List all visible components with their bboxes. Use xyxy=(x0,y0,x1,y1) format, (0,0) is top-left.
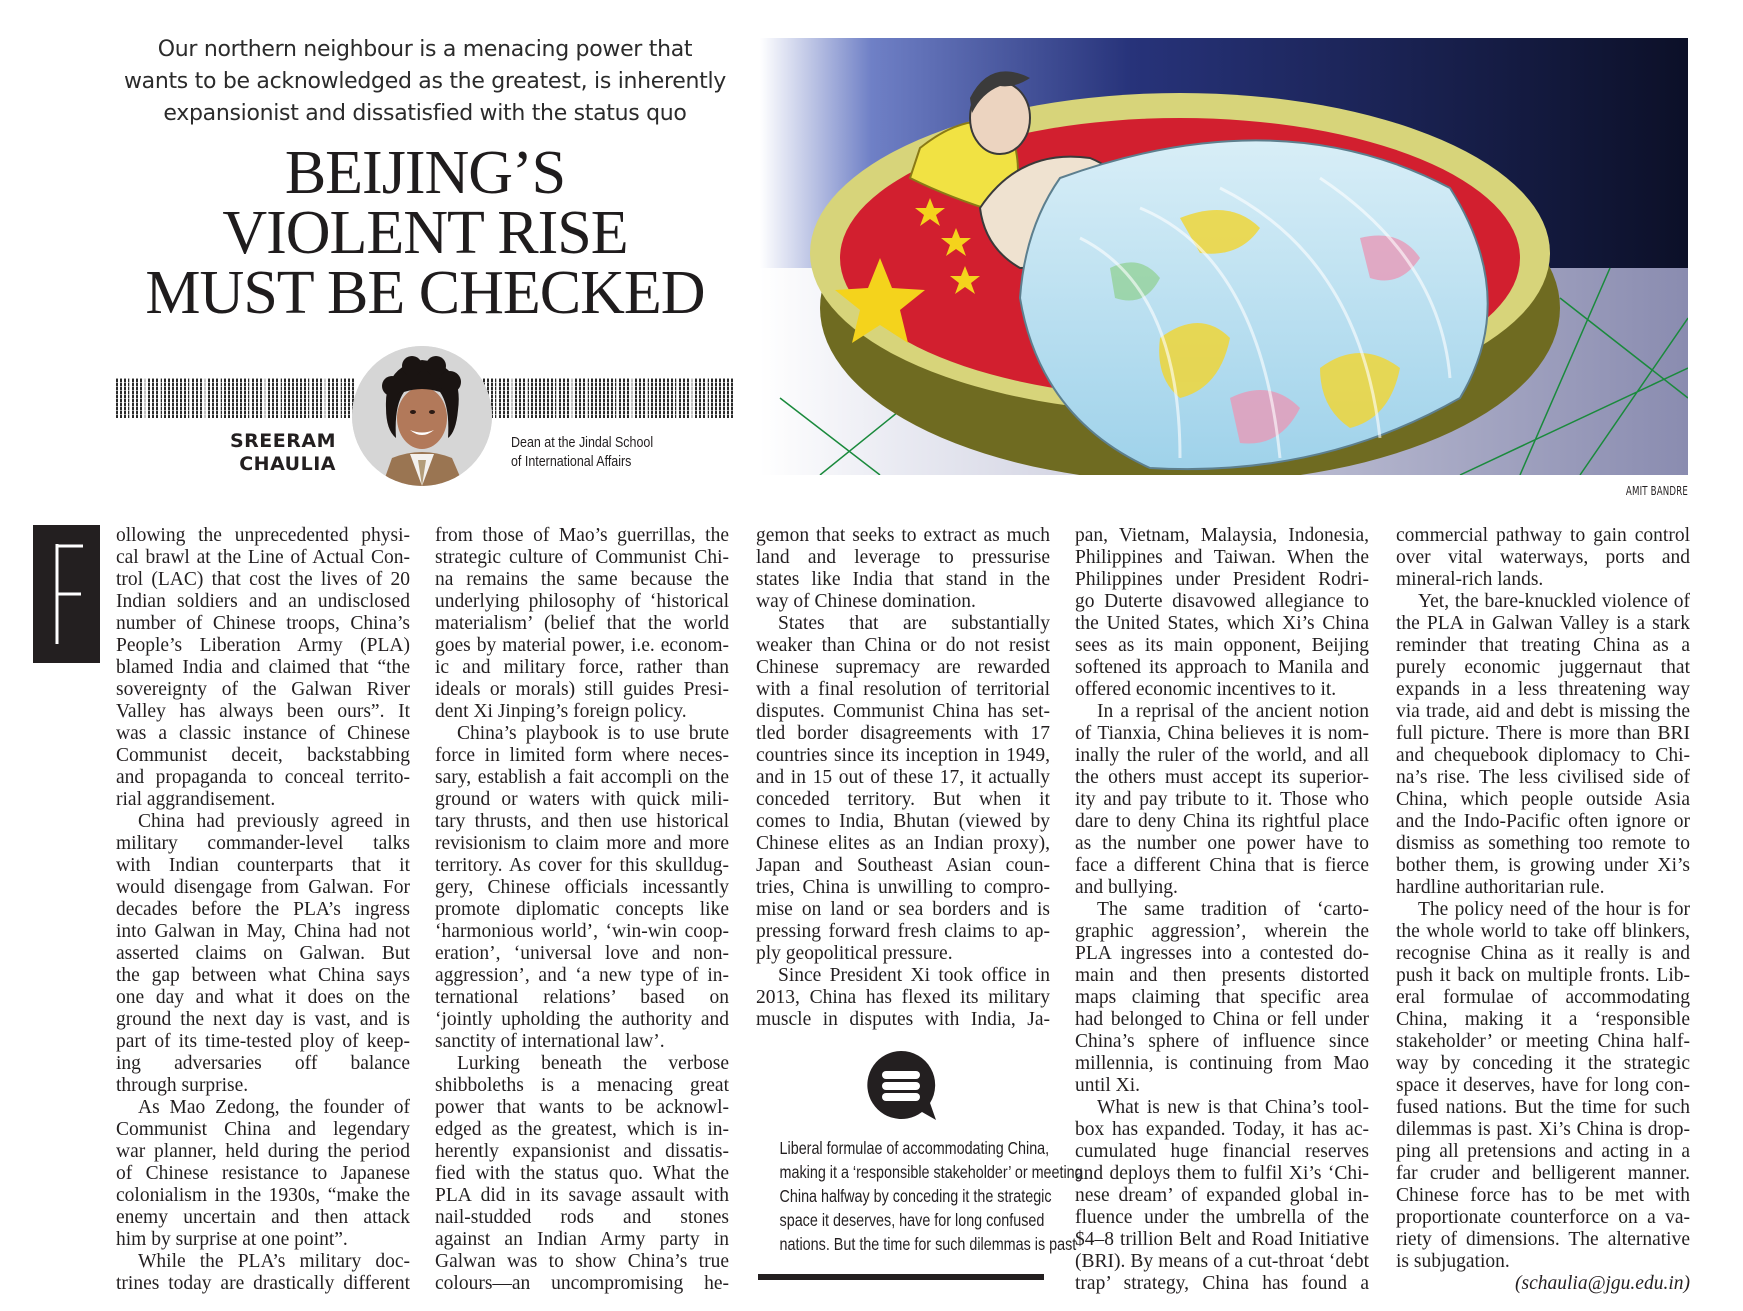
article-line: way by conceding it the strategic xyxy=(1396,1053,1690,1074)
article-line: ground or waters with quick mili- xyxy=(435,789,729,810)
pull-quote-line: China halfway by conceding it the strategic xyxy=(779,1186,1052,1206)
article-line: gemon that seeks to extract as much xyxy=(756,525,1050,546)
article-line: and in 15 out of these 17, it actually xyxy=(756,767,1050,788)
article-line: PLA did in its savage assault with xyxy=(435,1185,729,1206)
article-line: Yet, the bare-knuckled violence of xyxy=(1418,591,1690,612)
article-line: with Indian counterparts that it xyxy=(116,855,410,876)
headline-line: BEIJING’S xyxy=(284,139,566,207)
article-line: territory. As cover for this skulldug- xyxy=(435,855,729,876)
standfirst-line: wants to be acknowledged as the greatest, is inherently xyxy=(123,69,727,94)
article-line: dilemmas is past. Xi’s China is drop- xyxy=(1396,1119,1690,1140)
article-line: one day and what it does on the xyxy=(116,987,410,1008)
article-line: herently expansionist and dissatis- xyxy=(435,1141,729,1162)
article-line: trol (LAC) that cost the lives of 20 xyxy=(116,569,410,590)
article-line: of Chinese resistance to Japanese xyxy=(116,1163,410,1184)
article-line: dare to deny China its rightful place xyxy=(1075,811,1369,832)
article-line: Chinese force has to be met with xyxy=(1396,1185,1690,1206)
article-line: China’s sphere of influence since xyxy=(1075,1031,1369,1052)
article-line: was a classic instance of Chinese xyxy=(116,723,410,744)
article-line: eration’, ‘universal love and non- xyxy=(435,943,729,964)
article-line: promote diplomatic concepts like xyxy=(435,899,729,920)
author-email: (schaulia@jgu.edu.in) xyxy=(1515,1273,1690,1294)
article-line: sovereignty of the Galwan River xyxy=(116,679,410,700)
article-line: enemy uncertain and then attack xyxy=(116,1207,410,1228)
article-line: and chequebook diplomacy to Chi- xyxy=(1396,745,1690,766)
author-description-line: of International Affairs xyxy=(511,454,632,470)
drop-cap xyxy=(33,525,100,663)
article-column-4 xyxy=(1075,525,1369,1295)
article-line: via trade, aid and debt is missing the xyxy=(1396,701,1690,722)
article-line: dent Xi Jinping’s foreign policy. xyxy=(435,701,687,722)
article-line: him by surprise at one point”. xyxy=(116,1229,348,1250)
article-line: riety of dimensions. The alternative xyxy=(1396,1229,1690,1250)
headline-line: MUST BE CHECKED xyxy=(145,259,705,327)
article-line: While the PLA’s military doc- xyxy=(138,1251,410,1272)
article-line: sary, establish a fait accompli on the xyxy=(435,767,729,788)
article-line: with a final resolution of territorial xyxy=(756,679,1050,700)
article-line: tary thrusts, and then use historical xyxy=(435,811,729,832)
article-line: countries since its inception in 1949, xyxy=(756,745,1050,766)
article-line: colours—an uncompromising he- xyxy=(435,1273,729,1294)
article-line: Since President Xi took office in xyxy=(778,965,1050,986)
author-portrait-icon xyxy=(352,346,492,486)
article-line: ternational relations’ based on xyxy=(435,987,729,1008)
author-name xyxy=(200,430,336,476)
article-line: as the number one power have to xyxy=(1075,833,1369,854)
article-column-3 xyxy=(756,525,1050,1031)
article-line: disputes. Communist China has set- xyxy=(756,701,1050,722)
article-line: of Tianxia, China believes it is nom- xyxy=(1075,723,1369,744)
article-line: Galwan was to show China’s true xyxy=(435,1251,729,1272)
article-line: pressing forward fresh claims to ap- xyxy=(756,921,1050,942)
article-line: fied with the status quo. What the xyxy=(435,1163,729,1184)
headline xyxy=(110,139,740,327)
article-line: force in limited form where neces- xyxy=(435,745,729,766)
author-name-line: CHAULIA xyxy=(239,453,336,475)
article-line: States that are substantially xyxy=(778,613,1050,634)
article-line: goes by material power, i.e. econom- xyxy=(435,635,729,656)
article-line: materialism’ (belief that the world xyxy=(435,613,729,634)
article-line: tled border disagreements with 17 xyxy=(756,723,1050,744)
article-line: stakeholder’ or meeting China half- xyxy=(1396,1031,1690,1052)
article-line: into Galwan in May, China had not xyxy=(116,921,410,942)
article-line: face a different China that is fierce xyxy=(1075,855,1369,876)
article-line: 2013, China has flexed its military xyxy=(756,987,1050,1008)
article-line: na’s rise. The less civilised side of xyxy=(1396,767,1690,788)
article-line: and deploys them to fulfil Xi’s ‘Chi- xyxy=(1075,1163,1369,1184)
article-line: ideals or morals) still guides Presi- xyxy=(435,679,729,700)
article-column-1 xyxy=(116,525,410,1295)
article-line: (BRI). By means of a cut-throat ‘debt xyxy=(1075,1251,1369,1272)
article-column-2 xyxy=(435,525,729,1295)
article-line: The policy need of the hour is for xyxy=(1418,899,1690,920)
article-line: sees as its main opponent, Beijing xyxy=(1075,635,1369,656)
article-line: eral formulae of accommodating xyxy=(1396,987,1690,1008)
article-line: cumulated huge financial reserves xyxy=(1075,1141,1369,1162)
article-line: nese dream’ of expanded global in- xyxy=(1075,1185,1369,1206)
article-line: underlying philosophy of ‘historical xyxy=(435,591,729,612)
article-line: hardline authoritarian rule. xyxy=(1396,877,1605,898)
article-line: land and leverage to pressurise xyxy=(756,547,1050,568)
article-line: bother them, is growing under Xi’s xyxy=(1396,855,1690,876)
article-line: ity and pay tribute to it. Those who xyxy=(1075,789,1369,810)
article-line: revisionism to claim more and more xyxy=(435,833,729,854)
article-line: conceded territory. But when it xyxy=(756,789,1050,810)
article-line: blamed India and claimed that “the xyxy=(116,657,410,678)
article-line: war planner, held during the period xyxy=(116,1141,410,1162)
article-line: way of Chinese domination. xyxy=(756,591,976,612)
pull-quote-line: making it a ‘responsible stakeholder’ or meeting xyxy=(779,1162,1083,1182)
article-line: maps claiming that specific area xyxy=(1075,987,1369,1008)
article-line: China had previously agreed in xyxy=(138,811,410,832)
article-line: strategic culture of Communist Chi- xyxy=(435,547,729,568)
article-line: sanctity of international law’. xyxy=(435,1031,665,1052)
article-line: number of Chinese troops, China’s xyxy=(116,613,410,634)
article-line: China’s playbook is to use brute xyxy=(457,723,729,744)
article-line: military commander-level talks xyxy=(116,833,410,854)
article-line: main and then presents distorted xyxy=(1075,965,1369,986)
article-line: colonialism in the 1930s, “make the xyxy=(116,1185,410,1206)
pull-quote-line: nations. But the time for such dilemmas is past xyxy=(779,1234,1077,1254)
article-line: softened its approach to Manila and xyxy=(1075,657,1369,678)
author-description xyxy=(511,434,683,472)
article-line: edged as the greatest, which is in- xyxy=(435,1119,729,1140)
article-line: rial aggrandisement. xyxy=(116,789,276,810)
article-line: offered economic incentives to it. xyxy=(1075,679,1337,700)
article-line: against an Indian Army party in xyxy=(435,1229,729,1250)
article-line: the PLA in Galwan Valley is a stark xyxy=(1396,613,1690,634)
article-line: Philippines and Taiwan. When the xyxy=(1075,547,1369,568)
article-line: the United States, which Xi’s China xyxy=(1075,613,1369,634)
pull-quote-line: space it deserves, have for long confused xyxy=(779,1210,1045,1230)
article-line: go Duterte disavowed allegiance to xyxy=(1075,591,1369,612)
author-photo xyxy=(352,346,492,486)
article-line: reminder that treating China as a xyxy=(1396,635,1690,656)
article-line: As Mao Zedong, the founder of xyxy=(138,1097,410,1118)
author-name-line: SREERAM xyxy=(229,430,336,452)
article-line: from those of Mao’s guerrillas, the xyxy=(435,525,729,546)
halftone-rule-left xyxy=(116,378,356,418)
pull-quote-line: Liberal formulae of accommodating China, xyxy=(779,1138,1050,1158)
article-line: Japan and Southeast Asian coun- xyxy=(756,855,1050,876)
article-line: until Xi. xyxy=(1075,1075,1141,1096)
article-line: box has expanded. Today, it has ac- xyxy=(1075,1119,1369,1140)
article-line: PLA ingresses into a contested do- xyxy=(1075,943,1369,964)
standfirst-line: expansionist and dissatisfied with the status quo xyxy=(163,101,687,126)
article-line: and bullying. xyxy=(1075,877,1178,898)
article-line: through surprise. xyxy=(116,1075,249,1096)
headline-line: VIOLENT RISE xyxy=(222,199,628,267)
article-line: tries, China is unwilling to compro- xyxy=(756,877,1050,898)
article-line: mise on land or sea borders and is xyxy=(756,899,1050,920)
article-line: the gap between what China says xyxy=(116,965,410,986)
article-line: expands in a less threatening way xyxy=(1396,679,1690,700)
cartoon-sleeping-on-world-map-icon xyxy=(760,38,1688,475)
standfirst-line: Our northern neighbour is a menacing power that xyxy=(157,37,693,62)
article-line: purely economic juggernaut that xyxy=(1396,657,1690,678)
article-line: fluence under the umbrella of the xyxy=(1075,1207,1369,1228)
speech-bubble-icon xyxy=(864,1048,938,1122)
article-line: Valley has always been ours”. It xyxy=(116,701,410,722)
standfirst xyxy=(110,34,740,130)
halftone-rule-right xyxy=(483,378,733,418)
article-line: trines today are drastically different xyxy=(116,1273,410,1294)
article-line: China, which people outside Asia xyxy=(1396,789,1690,810)
article-line: dismiss as something too remote to xyxy=(1396,833,1690,854)
article-line: ping all pretensions and acting in a xyxy=(1396,1141,1690,1162)
author-description-line: Dean at the Jindal School xyxy=(511,435,654,451)
article-line: Chinese elites as an Indian proxy), xyxy=(756,833,1050,854)
article-column-5 xyxy=(1396,525,1690,1295)
article-line: trap’ strategy, China has found a xyxy=(1075,1273,1369,1294)
article-line: weaker than China or do not resist xyxy=(756,635,1050,656)
article-line: far cruder and belligerent manner. xyxy=(1396,1163,1690,1184)
article-line: cal brawl at the Line of Actual Con- xyxy=(116,547,410,568)
article-line: muscle in disputes with India, Ja- xyxy=(756,1009,1050,1030)
article-line: space it deserves, have for long con- xyxy=(1396,1075,1690,1096)
article-line: The same tradition of ‘carto- xyxy=(1097,899,1369,920)
article-line: ‘jointly upholding the authority and xyxy=(435,1009,729,1030)
article-line: would disengage from Galwan. For xyxy=(116,877,410,898)
editorial-illustration xyxy=(760,38,1688,475)
article-line: Philippines under President Rodri- xyxy=(1075,569,1369,590)
article-line: ollowing the unprecedented physi- xyxy=(116,525,410,546)
article-line: na remains the same because the xyxy=(435,569,729,590)
article-line: $4–8 trillion Belt and Road Initiative xyxy=(1075,1229,1369,1250)
article-line: part of its time-tested ploy of keep- xyxy=(116,1031,410,1052)
article-line: the others must accept its superior- xyxy=(1075,767,1369,788)
article-line: ground the next day is vast, and is xyxy=(116,1009,410,1030)
article-line: had belonged to China or fell under xyxy=(1075,1009,1369,1030)
article-line: ic and military force, rather than xyxy=(435,657,729,678)
article-line: ing adversaries off balance xyxy=(116,1053,410,1074)
article-line: Communist deceit, backstabbing xyxy=(116,745,410,766)
article-line: graphic aggression’, wherein the xyxy=(1075,921,1369,942)
article-line: gery, Chinese officials incessantly xyxy=(435,877,729,898)
article-line: Indian soldiers and an undisclosed xyxy=(116,591,410,612)
article-line: proportionate counterforce on a va- xyxy=(1396,1207,1690,1228)
article-line: Lurking beneath the verbose xyxy=(457,1053,729,1074)
article-line: inally the ruler of the world, and all xyxy=(1075,745,1369,766)
article-line: millennia, is continuing from Mao xyxy=(1075,1053,1369,1074)
article-line: pan, Vietnam, Malaysia, Indonesia, xyxy=(1075,525,1369,546)
article-line: fused nations. But the time for such xyxy=(1396,1097,1690,1118)
article-line: states like India that stand in the xyxy=(756,569,1050,590)
article-line: asserted claims on Galwan. But xyxy=(116,943,410,964)
article-line: decades before the PLA’s ingress xyxy=(116,899,410,920)
article-line: China, making it a ‘responsible xyxy=(1396,1009,1690,1030)
article-line: power that wants to be acknowl- xyxy=(435,1097,729,1118)
article-line: shibboleths is a menacing great xyxy=(435,1075,729,1096)
article-line: ‘harmonious world’, ‘win-win coop- xyxy=(435,921,729,942)
article-line: aggression’, and ‘a new type of in- xyxy=(435,965,729,986)
pull-quote xyxy=(752,1136,1083,1256)
article-line: full picture. There is more than BRI xyxy=(1396,723,1690,744)
article-line: nail-studded rods and stones xyxy=(435,1207,729,1228)
article-line: and the Indo-Pacific often ignore or xyxy=(1396,811,1690,832)
article-line: is subjugation. xyxy=(1396,1251,1510,1272)
article-line: ply geopolitical pressure. xyxy=(756,943,953,964)
drop-cap-letter-icon xyxy=(47,539,87,649)
article-line: What is new is that China’s tool- xyxy=(1097,1097,1369,1118)
article-line: Chinese supremacy are rewarded xyxy=(756,657,1050,678)
article-line: over vital waterways, ports and xyxy=(1396,547,1690,568)
illustration-credit: AMIT BANDRE xyxy=(1625,484,1688,498)
article-line: and propaganda to conceal territo- xyxy=(116,767,410,788)
article-line: In a reprisal of the ancient notion xyxy=(1097,701,1369,722)
article-line: Communist China and legendary xyxy=(116,1119,410,1140)
article-line: comes to India, Bhutan (viewed by xyxy=(756,811,1050,832)
article-line: push it back on multiple fronts. Lib- xyxy=(1396,965,1690,986)
article-line: the whole world to take off blinkers, xyxy=(1396,921,1690,942)
article-line: People’s Liberation Army (PLA) xyxy=(116,635,410,656)
article-line: mineral-rich lands. xyxy=(1396,569,1544,590)
pull-quote-rule xyxy=(758,1274,1044,1280)
article-line: commercial pathway to gain control xyxy=(1396,525,1690,546)
article-line: recognise China as it really is and xyxy=(1396,943,1690,964)
